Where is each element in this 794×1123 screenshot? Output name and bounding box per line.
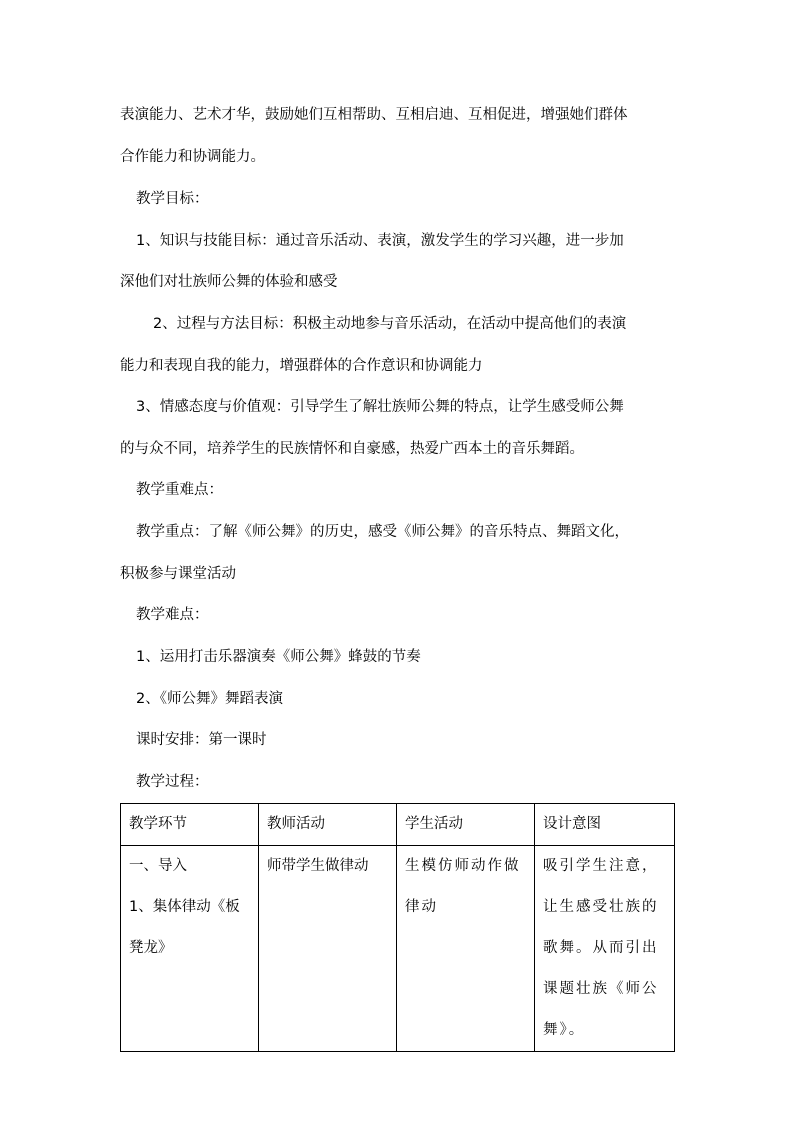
paragraph-line: 2、《师公舞》舞蹈表演 — [136, 691, 283, 707]
paragraph-line: 1、知识与技能目标：通过音乐活动、表演，激发学生的学习兴趣，进一步加 — [136, 233, 624, 249]
paragraph-line: 深他们对壮族师公舞的体验和感受 — [120, 274, 338, 290]
paragraph-line: 积极参与课堂活动 — [120, 566, 236, 582]
section-heading-difficulties: 教学难点： — [136, 607, 209, 623]
paragraph-line: 2、过程与方法目标：积极主动地参与音乐活动，在活动中提高他们的表演 — [153, 316, 627, 332]
section-heading-process: 教学过程： — [136, 774, 209, 790]
paragraph-line: 3、情感态度与价值观：引导学生了解壮族师公舞的特点，让学生感受师公舞 — [136, 399, 624, 415]
section-heading-objectives: 教学目标： — [136, 191, 209, 207]
table-header-row — [121, 804, 675, 846]
table-header-cell: 教学环节 — [121, 804, 259, 846]
table-cell-intent — [535, 846, 675, 1052]
table-row — [121, 846, 675, 1052]
teaching-process-table — [120, 803, 675, 1052]
stage-detail: 1、集体律动《板凳龙》 — [129, 899, 240, 956]
table-cell-stage — [121, 846, 259, 1052]
paragraph-line: 能力和表现自我的能力，增强群体的合作意识和协调能力 — [120, 358, 483, 374]
section-heading-key-points: 教学重难点： — [136, 482, 223, 498]
paragraph-line: 合作能力和协调能力。 — [120, 149, 265, 165]
stage-title: 一、导入 — [129, 858, 187, 874]
paragraph-line: 教学重点：了解《师公舞》的历史，感受《师公舞》的音乐特点、舞蹈文化， — [136, 524, 629, 540]
paragraph-line: 的与众不同，培养学生的民族情怀和自豪感，热爱广西本土的音乐舞蹈。 — [120, 441, 584, 457]
table-header-cell: 设计意图 — [535, 804, 675, 846]
table-header-cell: 教师活动 — [259, 804, 397, 846]
design-intent: 吸引学生注意，让生感受壮族的歌舞。从而引出课题壮族《师公舞》。 — [543, 858, 659, 1038]
paragraph-line: 课时安排：第一课时 — [136, 732, 267, 748]
table-cell-teacher — [259, 846, 397, 1052]
paragraph-line: 1、运用打击乐器演奏《师公舞》蜂鼓的节奏 — [136, 649, 421, 665]
teacher-activity: 师带学生做律动 — [267, 858, 369, 874]
table-cell-student — [397, 846, 535, 1052]
paragraph-line: 表演能力、艺术才华，鼓励她们互相帮助、互相启迪、互相促进，增强她们群体 — [120, 107, 628, 123]
table-header-cell: 学生活动 — [397, 804, 535, 846]
student-activity: 生模仿师动作做律动 — [405, 858, 521, 915]
